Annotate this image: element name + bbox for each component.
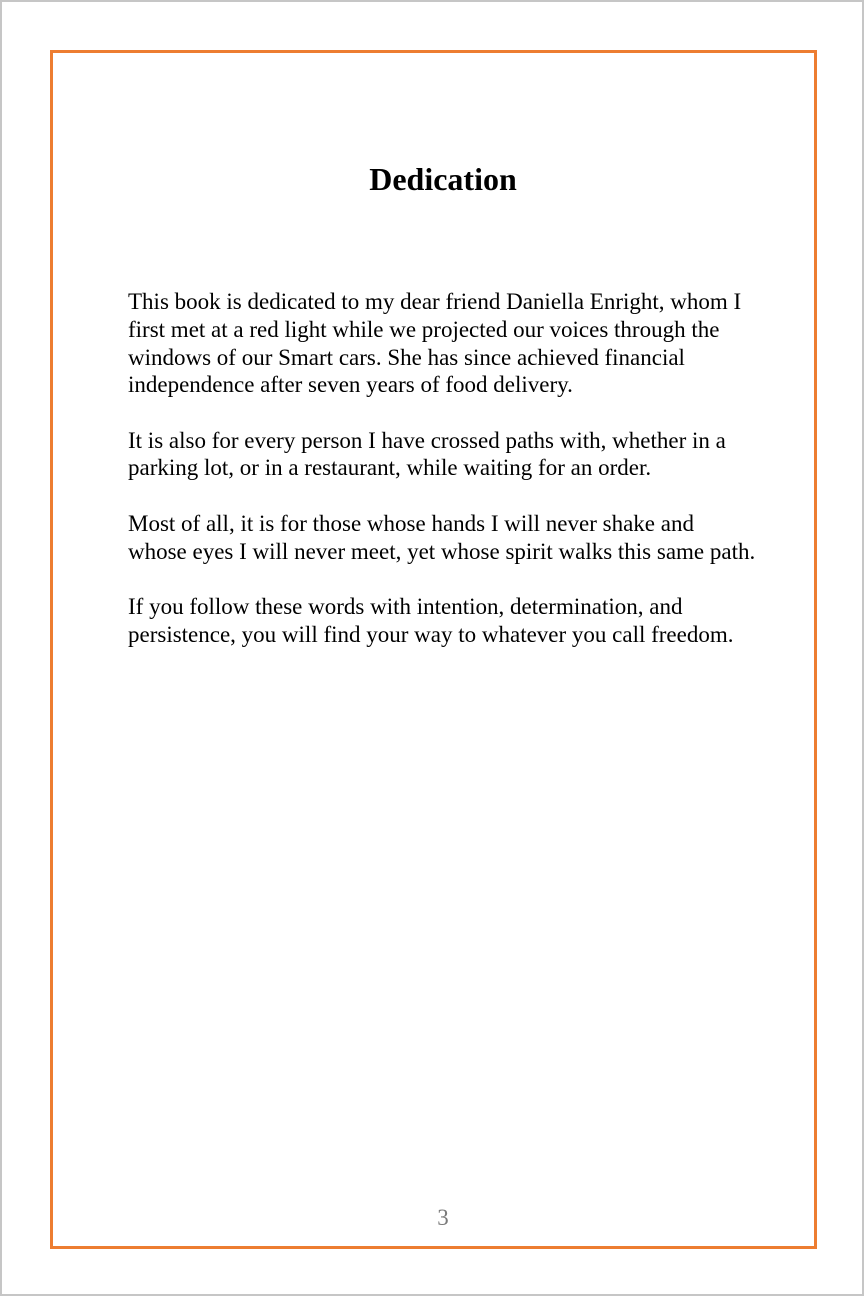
page-title: Dedication [369,161,517,197]
dedication-paragraph-3: Most of all, it is for those whose hands I will never shake and whose eyes I will never meet, yet whose spirit walks this same path. [128,510,756,564]
dedication-paragraph-2: It is also for every person I have crossed paths with, whether in a parking lot, or in a restaurant, while waiting for an order. [128,427,726,481]
dedication-paragraph-1: This book is dedicated to my dear friend Daniella Enright, whom I first met at a red light while we projected our voices through the windows of our Smart cars. She has since achieved financial independence after seven years of food delivery. [128,289,742,398]
page-number: 3 [437,1205,449,1231]
accent-border-frame [50,50,817,1249]
page-content [128,160,758,676]
dedication-paragraph-4: If you follow these words with intention, determination, and persistence, you will find your way to whatever you call freedom. [128,594,734,647]
